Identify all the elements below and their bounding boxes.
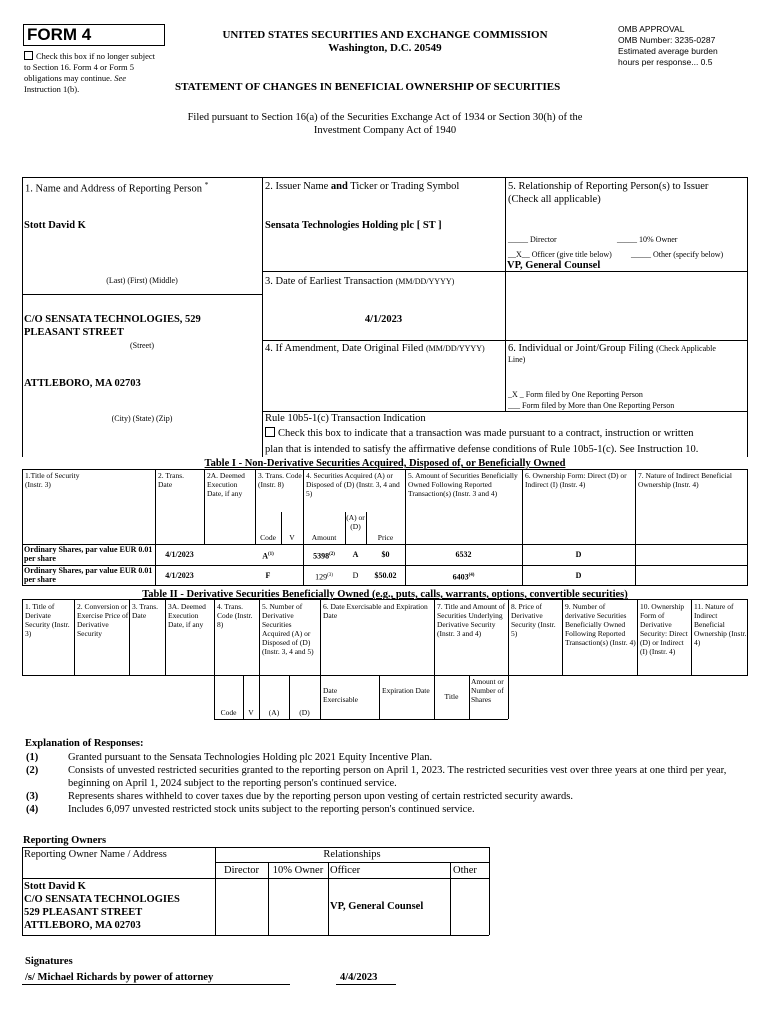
box3-label: 3. Date of Earliest Transaction (MM/DD/YYYY) [265,276,455,287]
owners-col-name: Reporting Owner Name / Address [24,849,167,860]
table-row: Ordinary Shares, par value EUR 0.01 per share [24,566,153,584]
t1-row1-amount: 5398$^{(2)}$ [313,551,335,561]
owners-title: Reporting Owners [23,835,107,846]
t1-sub-ad: (A) or (D) [346,513,365,531]
form-title: FORM 4 [27,25,92,44]
name-caption: (Last) (First) (Middle) [106,276,178,285]
t2-h8: 8. Price of Derivative Security (Instr. 5) [511,602,556,638]
fn-num-3: (3) [26,791,39,802]
omb-number: OMB Number: 3235-0287 [618,35,716,45]
explanation-title: Explanation of Responses: [25,738,144,749]
owners-col-director: Director [224,865,259,876]
street-line-1: C/O SENSATA TECHNOLOGIES, 529 [24,314,201,325]
t1-h1: 1.Title of Security (Instr. 3) [25,471,80,489]
filed-pursuant-1: Filed pursuant to Section 16(a) of the Securities Exchange Act of 1934 or Section 30(h) of the [187,112,583,123]
t1-h2a: 2A. Deemed Execution Date, if any [207,471,245,498]
relationship-director: _____ Director [508,235,557,244]
statement-title: STATEMENT OF CHANGES IN BENEFICIAL OWNERSHIP OF SECURITIES [175,81,561,93]
officer-title: VP, General Counsel [507,260,601,271]
section16-checkbox-block [24,51,159,95]
relationship-ten-pct: _____ 10% Owner [617,235,678,244]
t1-row2-ad: D [352,571,359,580]
t2-sub-code: Code [220,708,237,717]
t2-sub-exp: Expiration Date [382,686,430,695]
owner-addr-1: C/O SENSATA TECHNOLOGIES [24,894,180,905]
earliest-transaction-date: 4/1/2023 [364,314,403,325]
signature-date: 4/4/2023 [340,972,378,983]
city-caption: (City) (State) (Zip) [111,414,173,423]
fn-text-4: Includes 6,097 unvested restricted stock units subject to the reporting person's continued service. [68,804,475,815]
t1-row1-code: $A^{(1)}$ [262,551,274,561]
table2-title: Table II - Derivative Securities Beneficially Owned (e.g., puts, calls, warrants, options, convertible securities) [142,589,628,600]
t1-row1-date: 4/1/2023 [165,550,194,559]
omb-burden-1: Estimated average burden [618,46,718,56]
section16-checkbox[interactable] [24,51,33,60]
owners-col-other: Other [453,865,477,876]
relationship-officer: __X__ Officer (give title below) [508,250,612,259]
t1-sub-code: Code [260,533,276,542]
t2-h6: 6. Date Exercisable and Expiration Date [323,602,428,620]
omb-approval: OMB APPROVAL [618,24,685,34]
t2-sub-d: (D) [299,708,310,717]
t2-sub-v: V [248,708,254,717]
agency-name: UNITED STATES SECURITIES AND EXCHANGE COMMISSION [222,29,548,41]
t1-sub-amount: Amount [311,533,337,542]
box5-label-1: 5. Relationship of Reporting Person(s) to Issuer [508,181,709,192]
t1-row1-owned: 6532 [455,550,472,559]
agency-city: Washington, D.C. 20549 [328,42,442,54]
owner-officer-title: VP, General Counsel [330,901,424,912]
t2-h1: 1. Title of Derivate Security (Instr. 3) [25,602,70,638]
t2-h9: 9. Number of derivative Securities Beneficially Owned Following Reported Transaction(s) (Instr. 4) [565,602,636,647]
t2-h10: 10. Ownership Form of Derivative Security: Direct (D) or Indirect (I) (Instr. 4) [640,602,688,656]
box1-label: 1. Name and Address of Reporting Person * [25,180,209,195]
t1-row2-owned: 6403$^{(4)}$ [452,572,475,582]
signatures-title: Signatures [25,956,73,967]
city-state-zip: ATTLEBORO, MA 02703 [24,378,141,389]
owners-col-officer: Officer [330,865,361,876]
t1-h6: 6. Ownership Form: Direct (D) or Indirect (I) (Instr. 4) [525,471,627,489]
t1-row2-date: 4/1/2023 [165,571,194,580]
omb-block [618,24,758,68]
box5-label-2: (Check all applicable) [508,194,601,205]
rule10b5-title: Rule 10b5-1(c) Transaction Indication [265,413,426,424]
fn-text-2: Consists of unvested restricted securities granted to the reporting person on April 1, 2023. The restricted securities vest over three years at one third per year, beginning on April 1, 2024 subject to the reporting person's continued service. [68,765,727,789]
owners-col-ten: 10% Owner [272,865,324,876]
t1-row1-ad: A [352,550,359,559]
fn-text-1: Granted pursuant to the Sensata Technologies Holding plc 2021 Equity Incentive Plan. [68,752,433,763]
street-line-2: PLEASANT STREET [24,327,124,338]
section16-see: See [114,73,126,83]
rule10b5-checkbox[interactable] [265,427,275,437]
signer-name: /s/ Michael Richards by power of attorney [25,972,214,983]
box2-label: 2. Issuer Name and Ticker or Trading Symbol [265,181,460,192]
filing-option-more: ___ Form filed by More than One Reporting Person [508,401,675,410]
t1-row2-code: F [265,571,271,580]
t1-h2: 2. Trans. Date [158,471,185,489]
issuer-name: Sensata Technologies Holding plc [ ST ] [265,220,442,231]
t2-sub-amount: Amount or Number of Shares [471,677,504,704]
t2-sub-title: Title [444,692,459,701]
owners-col-relationships: Relationships [323,849,381,860]
t2-h7: 7. Title and Amount of Securities Underlying Derivative Security (Instr. 3 and 4) [437,602,506,638]
owner-addr-3: ATTLEBORO, MA 02703 [24,920,141,931]
t2-h4: 4. Trans. Code (Instr. 8) [217,602,253,629]
t1-row2-form: D [575,571,582,580]
t1-h5: 5. Amount of Securities Beneficially Owned Following Reported Transaction(s) (Instr. 3 and 4) [408,471,518,498]
t2-h5: 5. Number of Derivative Securities Acquired (A) or Disposed of (D) (Instr. 3, 4 and 5) [262,602,314,656]
owner-name: Stott David K [24,881,86,892]
fn-text-3: Represents shares withheld to cover taxes due by the reporting person upon vesting of certain restricted security awards. [68,791,574,802]
t1-sub-price: Price [377,533,394,542]
box6-label: 6. Individual or Joint/Group Filing (Check Applicable [508,343,716,354]
street-caption: (Street) [130,341,154,350]
t2-h3: 3. Trans. Date [132,602,159,620]
table1-title: Table I - Non-Derivative Securities Acquired, Disposed of, or Beneficially Owned [204,458,566,469]
omb-burden-2: hours per response... 0.5 [618,57,713,67]
fn-num-1: (1) [26,752,39,763]
owner-addr-2: 529 PLEASANT STREET [24,907,143,918]
t2-sub-date-ex: Date Exercisable [323,686,358,704]
filing-option-one: _X _ Form filed by One Reporting Person [508,390,643,399]
t2-sub-a: (A) [268,708,280,717]
t1-h3: 3. Trans. Code (Instr. 8) [258,471,302,489]
fn-num-2: (2) [26,765,39,776]
relationship-other: _____ Other (specify below) [631,250,724,259]
t1-h4: 4. Securities Acquired (A) or Disposed of (D) (Instr. 3, 4 and 5) [306,471,400,498]
rule10b5-text-1: Check this box to indicate that a transaction was made pursuant to a contract, instruction or written [265,427,694,440]
rule10b5-text-2: plan that is intended to satisfy the affirmative defense conditions of Rule 10b5-1(c). See Instruction 10. [265,444,699,455]
t2-h11: 11. Nature of Indirect Beneficial Ownership (Instr. 4) [694,602,747,647]
t1-row2-amount: 129$^{(3)}$ [315,572,333,582]
box6-label-line: Line) [508,355,526,364]
section16-text: Check this box if no longer subject to Section 16. Form 4 or Form 5 obligations may continue. [24,51,155,83]
fn-num-4: (4) [26,804,39,815]
box4-label: 4. If Amendment, Date Original Filed (MM/DD/YYYY) [265,343,485,354]
t2-h2: 2. Conversion or Exercise Price of Derivative Security [77,602,129,638]
table-row: Ordinary Shares, par value EUR 0.01 per share [24,545,153,563]
t1-row2-price: $50.02 [374,571,397,580]
t1-sub-v: V [289,533,295,542]
filed-pursuant-2: Investment Company Act of 1940 [313,125,457,136]
t1-row1-form: D [575,550,582,559]
t1-row1-price: $0 [381,550,390,559]
t1-h7: 7. Nature of Indirect Beneficial Ownership (Instr. 4) [638,471,732,489]
section16-instr: Instruction 1(b). [24,84,80,94]
t2-h3a: 3A. Deemed Execution Date, if any [168,602,206,629]
reporting-person-name: Stott David K [24,220,86,231]
